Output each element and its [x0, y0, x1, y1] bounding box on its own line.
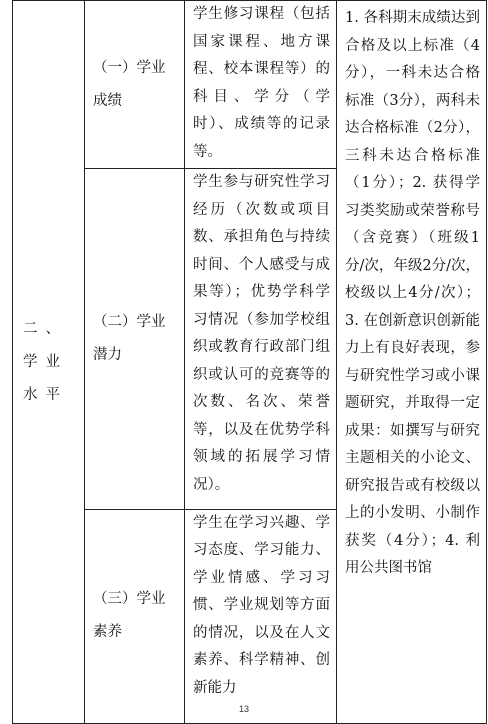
standards-cell [337, 1, 487, 724]
evaluation-table [12, 0, 487, 724]
page-number: 13 [238, 704, 249, 714]
table-row [13, 1, 487, 169]
category-cell: 二、 学业水平 [13, 1, 85, 724]
description-cell-academic-grades: 学生修习课程（包括国家课程、地方课程、校本课程等）的科目、学分（学时）、成绩等的记录等。 [185, 1, 337, 169]
description-cell-academic-potential: 学生参与研究性学习经历（次数或项目数、承担角色与持续时间、个人感受与成果等）；优势学科学习情况（参加学校组织或教育行政部门组织或认可的竞赛等的次数、名次、荣誉等，以及在优势学科领域的拓展学习情况）。 [185, 169, 337, 509]
standards-text: 1. 各科期末成绩达到合格及以上标准（4分），一科未达合格标准（3分），两科未达合格标准（2分），三科未达合格标准（1分）；2. 获得学习类奖励或荣誉称号（含竞赛）（班级1分/次，年级2分/次，校级以上4分/次）；3. 在创新意识创新能力上有良好表现，参与研究性学习或小课题研究，并取得一定成果：如撰写与研究主题相关的小论文、研究报告或有校级以上的小发明、小制作获奖（4分）；4. 利用公共图书馆 [345, 10, 480, 576]
description-cell-academic-literacy: 学生在学习兴趣、学习态度、学习能力、学业情感、学习习惯、学业规划等方面的情况，以及在人文素养、科学精神、创新能力 [185, 509, 337, 723]
item-cell-academic-potential: （二）学业潜力 [85, 169, 185, 509]
item-cell-academic-grades: （一）学业成绩 [85, 1, 185, 169]
item-cell-academic-literacy: （三）学业素养 [85, 509, 185, 723]
